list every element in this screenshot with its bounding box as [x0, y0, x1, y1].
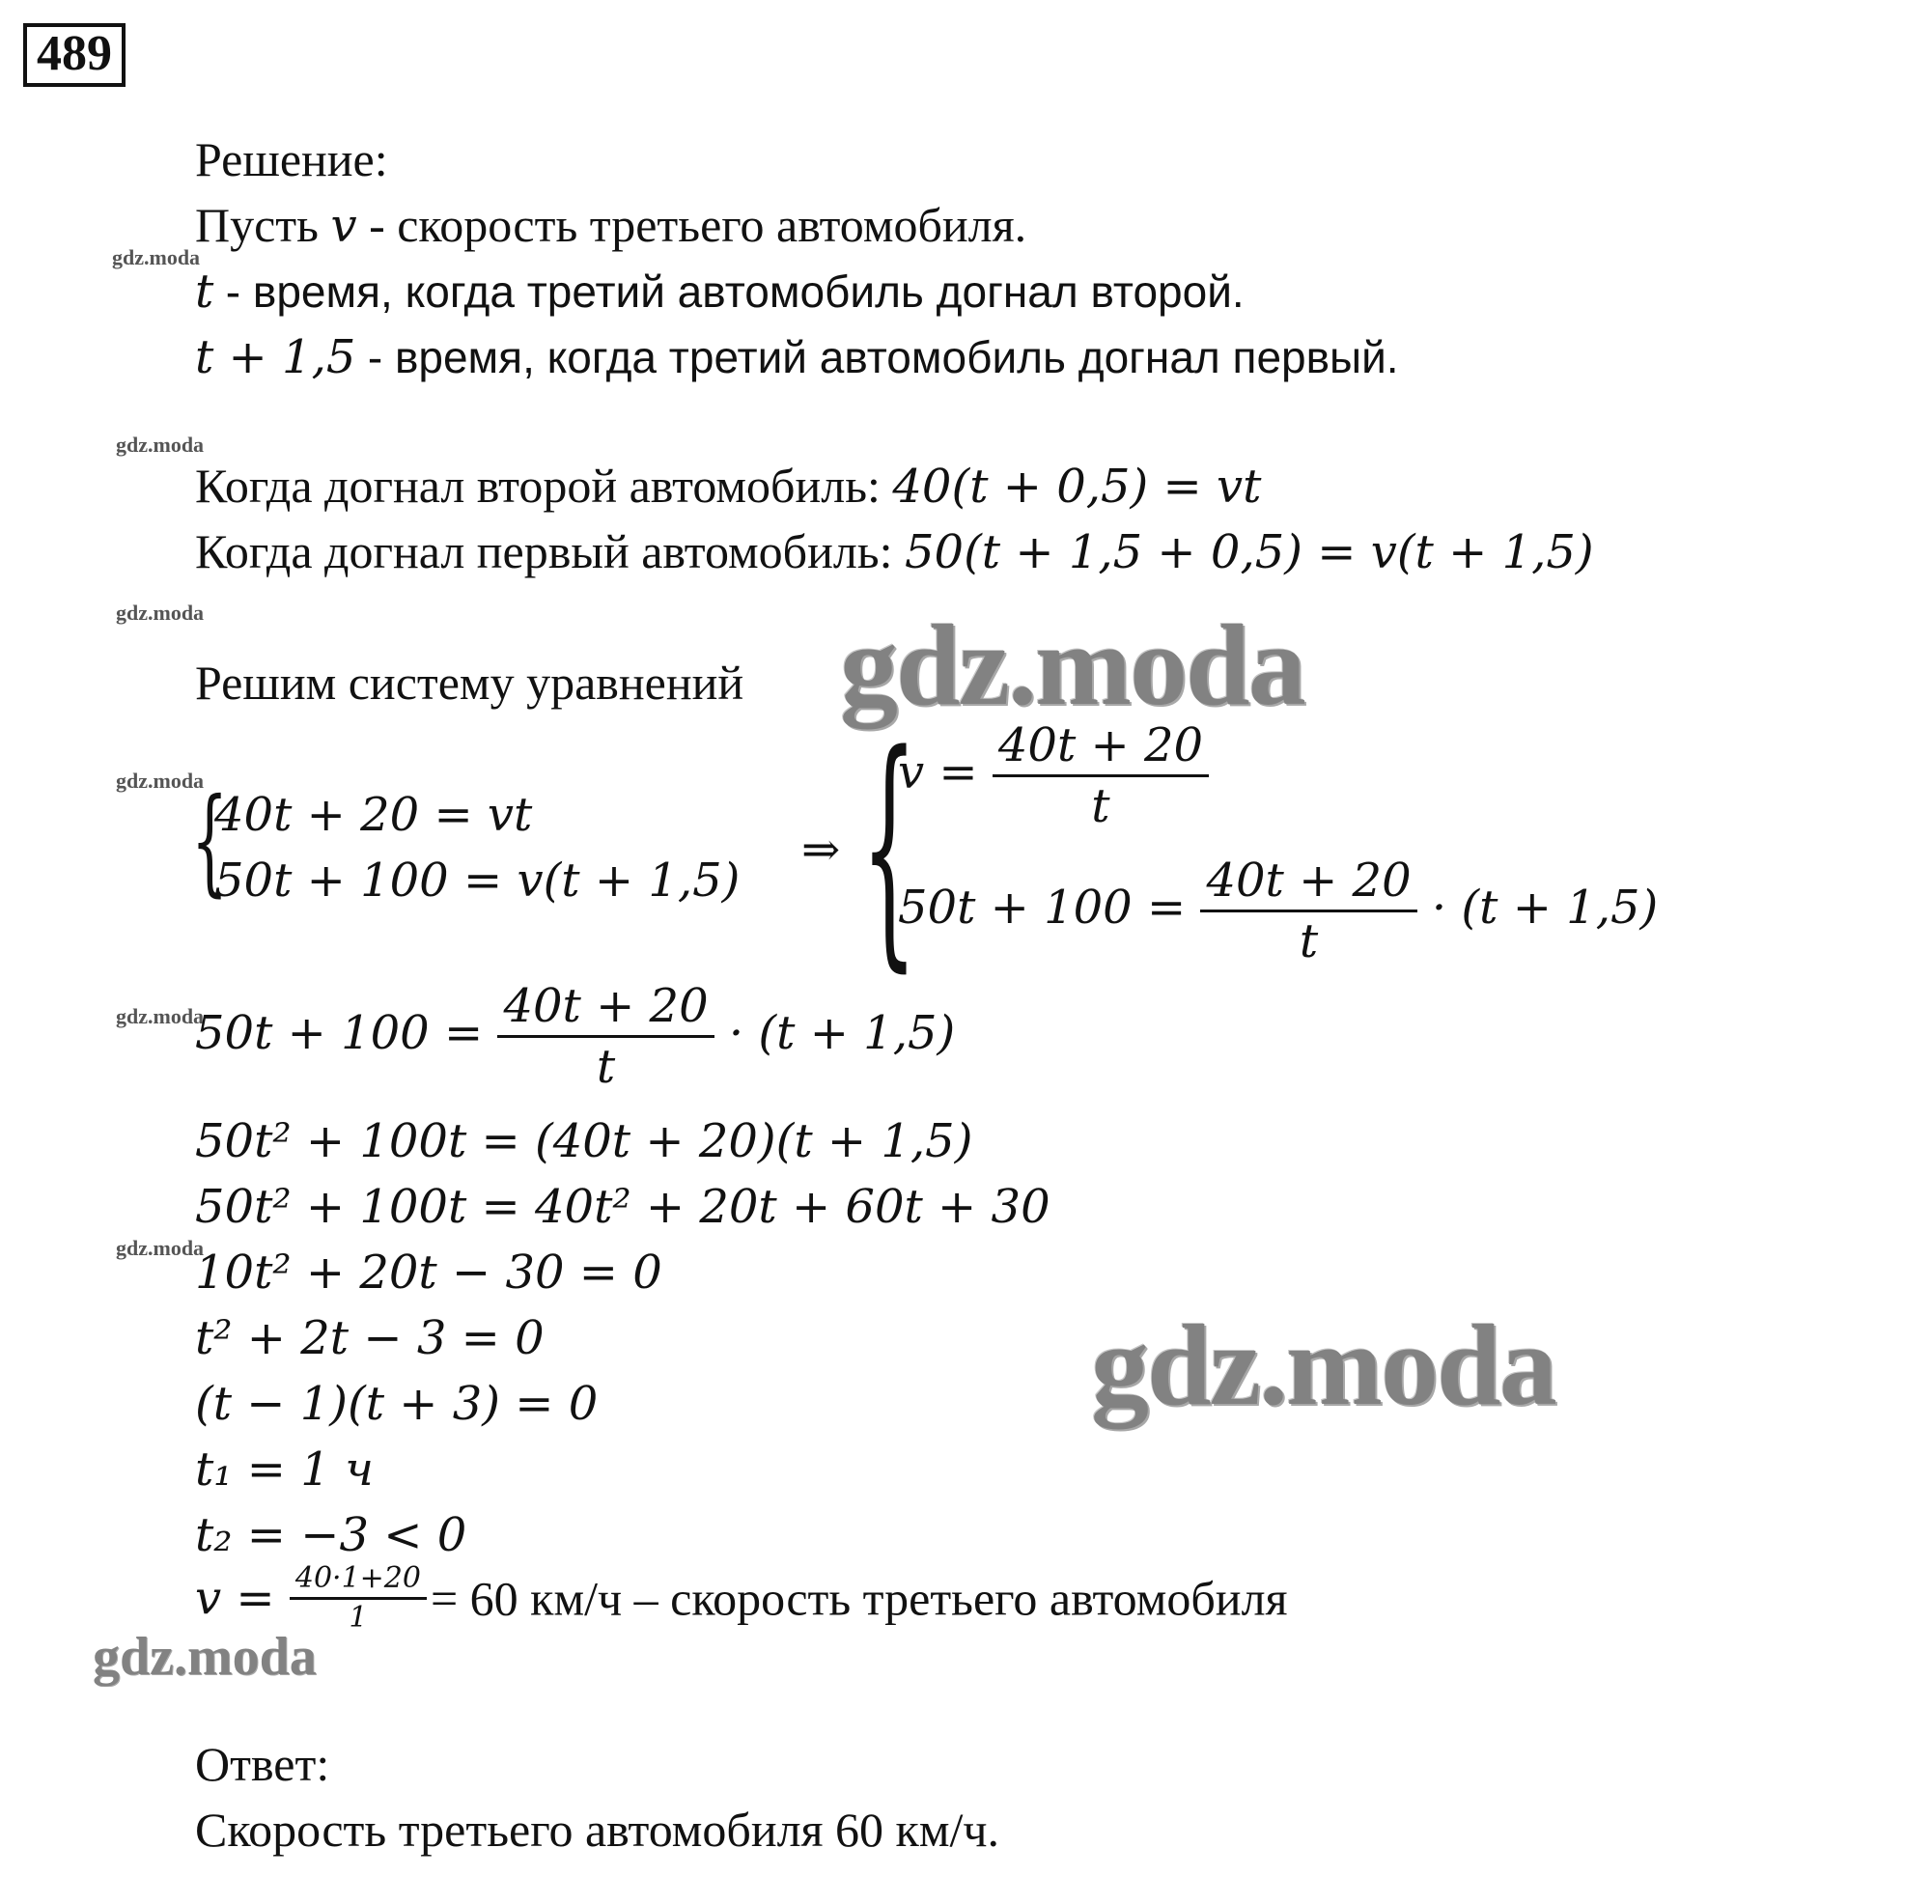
step-1-rhs: · (t + 1,5)	[728, 1006, 956, 1060]
step-5: t² + 2t − 3 = 0	[195, 1311, 545, 1365]
right-eq1-denominator: t	[1091, 779, 1110, 833]
answer-text: Скорость третьего автомобиля 60 км/ч.	[195, 1803, 1000, 1857]
watermark-small-6: gdz.moda	[116, 1236, 205, 1260]
let-v-line	[195, 198, 1027, 253]
first-caught-label: Когда догнал первый автомобиль:	[195, 524, 905, 578]
step-9-lhs: v =	[195, 1571, 290, 1626]
left-system-brace: {	[191, 774, 229, 909]
step-9-denominator: 1	[349, 1601, 368, 1635]
watermark-small-1: gdz.moda	[112, 245, 201, 269]
step-7: t₁ = 1 ч	[195, 1442, 374, 1497]
second-caught-eq: 40(t + 0,5) = vt	[892, 460, 1262, 514]
t15-expr: t + 1,5	[195, 330, 356, 384]
right-eq2-rhs: · (t + 1,5)	[1431, 881, 1659, 935]
step-9-fraction	[290, 1561, 427, 1635]
right-eq1-lhs: v =	[898, 745, 993, 799]
step-2: 50t² + 100t = (40t + 20)(t + 1,5)	[195, 1114, 973, 1168]
t15-rest: - время, когда третий автомобиль догнал первый.	[367, 332, 1399, 382]
right-eq1-fraction	[993, 718, 1209, 833]
step-1-fraction	[497, 979, 714, 1094]
right-system-eq2	[898, 854, 1659, 968]
left-system-eq2: 50t + 100 = v(t + 1,5)	[214, 854, 741, 908]
watermark-small-4: gdz.moda	[116, 769, 205, 793]
let-v-prefix: Пусть	[195, 198, 319, 252]
step-1-numerator: 40t + 20	[503, 979, 709, 1033]
right-eq2-fraction-bar	[1200, 910, 1416, 912]
step-1-lhs: 50t + 100 =	[195, 1006, 498, 1060]
left-system-eq1: 40t + 20 = vt	[214, 788, 533, 842]
step-4: 10t² + 20t − 30 = 0	[195, 1246, 662, 1300]
let-v-rest: - скорость третьего автомобиля.	[356, 198, 1027, 252]
second-caught-line	[195, 459, 1262, 514]
right-eq2-lhs: 50t + 100 =	[898, 881, 1201, 935]
right-eq1-fraction-bar	[993, 774, 1209, 777]
step-9-fraction-bar	[290, 1597, 427, 1600]
first-caught-eq: 50(t + 1,5 + 0,5) = v(t + 1,5)	[905, 525, 1594, 579]
watermark-small-2: gdz.moda	[116, 433, 205, 457]
t-rest: - время, когда третий автомобиль догнал второй.	[225, 266, 1245, 317]
solve-system-line: Решим систему уравнений	[195, 656, 744, 710]
step-9-numerator: 40·1+20	[294, 1561, 421, 1595]
step-9-rhs: = 60 км/ч – скорость третьего автомобиля	[430, 1571, 1288, 1626]
watermark-mid: gdz.moda	[93, 1627, 317, 1687]
implies-arrow: ⇒	[801, 823, 841, 877]
solution-heading: Решение:	[195, 132, 388, 186]
first-caught-line	[195, 524, 1594, 579]
watermark-big-1: gdz.moda	[840, 601, 1304, 729]
watermark-small-3: gdz.moda	[116, 601, 205, 625]
let-v-var: v	[330, 199, 357, 253]
right-eq2-denominator: t	[1299, 914, 1319, 968]
t15-definition-line	[195, 330, 1399, 384]
step-1-fraction-bar	[497, 1035, 714, 1038]
step-9	[195, 1561, 1288, 1635]
right-eq1-numerator: 40t + 20	[997, 718, 1204, 772]
right-eq2-numerator: 40t + 20	[1206, 854, 1412, 908]
second-caught-label: Когда догнал второй автомобиль:	[195, 459, 893, 513]
step-1-denominator: t	[596, 1040, 616, 1094]
step-1	[195, 979, 956, 1094]
step-6: (t − 1)(t + 3) = 0	[195, 1377, 599, 1431]
right-system-eq1	[898, 718, 1209, 833]
answer-heading: Ответ:	[195, 1737, 330, 1791]
t-definition-line	[195, 265, 1245, 319]
step-8: t₂ = −3 < 0	[195, 1508, 467, 1562]
problem-number: 489	[23, 23, 126, 87]
watermark-small-5: gdz.moda	[116, 1004, 205, 1028]
t-var: t	[195, 265, 214, 319]
right-eq2-fraction	[1200, 854, 1416, 968]
right-system-brace: {	[861, 702, 917, 994]
watermark-big-2: gdz.moda	[1091, 1301, 1555, 1429]
step-3: 50t² + 100t = 40t² + 20t + 60t + 30	[195, 1180, 1050, 1234]
